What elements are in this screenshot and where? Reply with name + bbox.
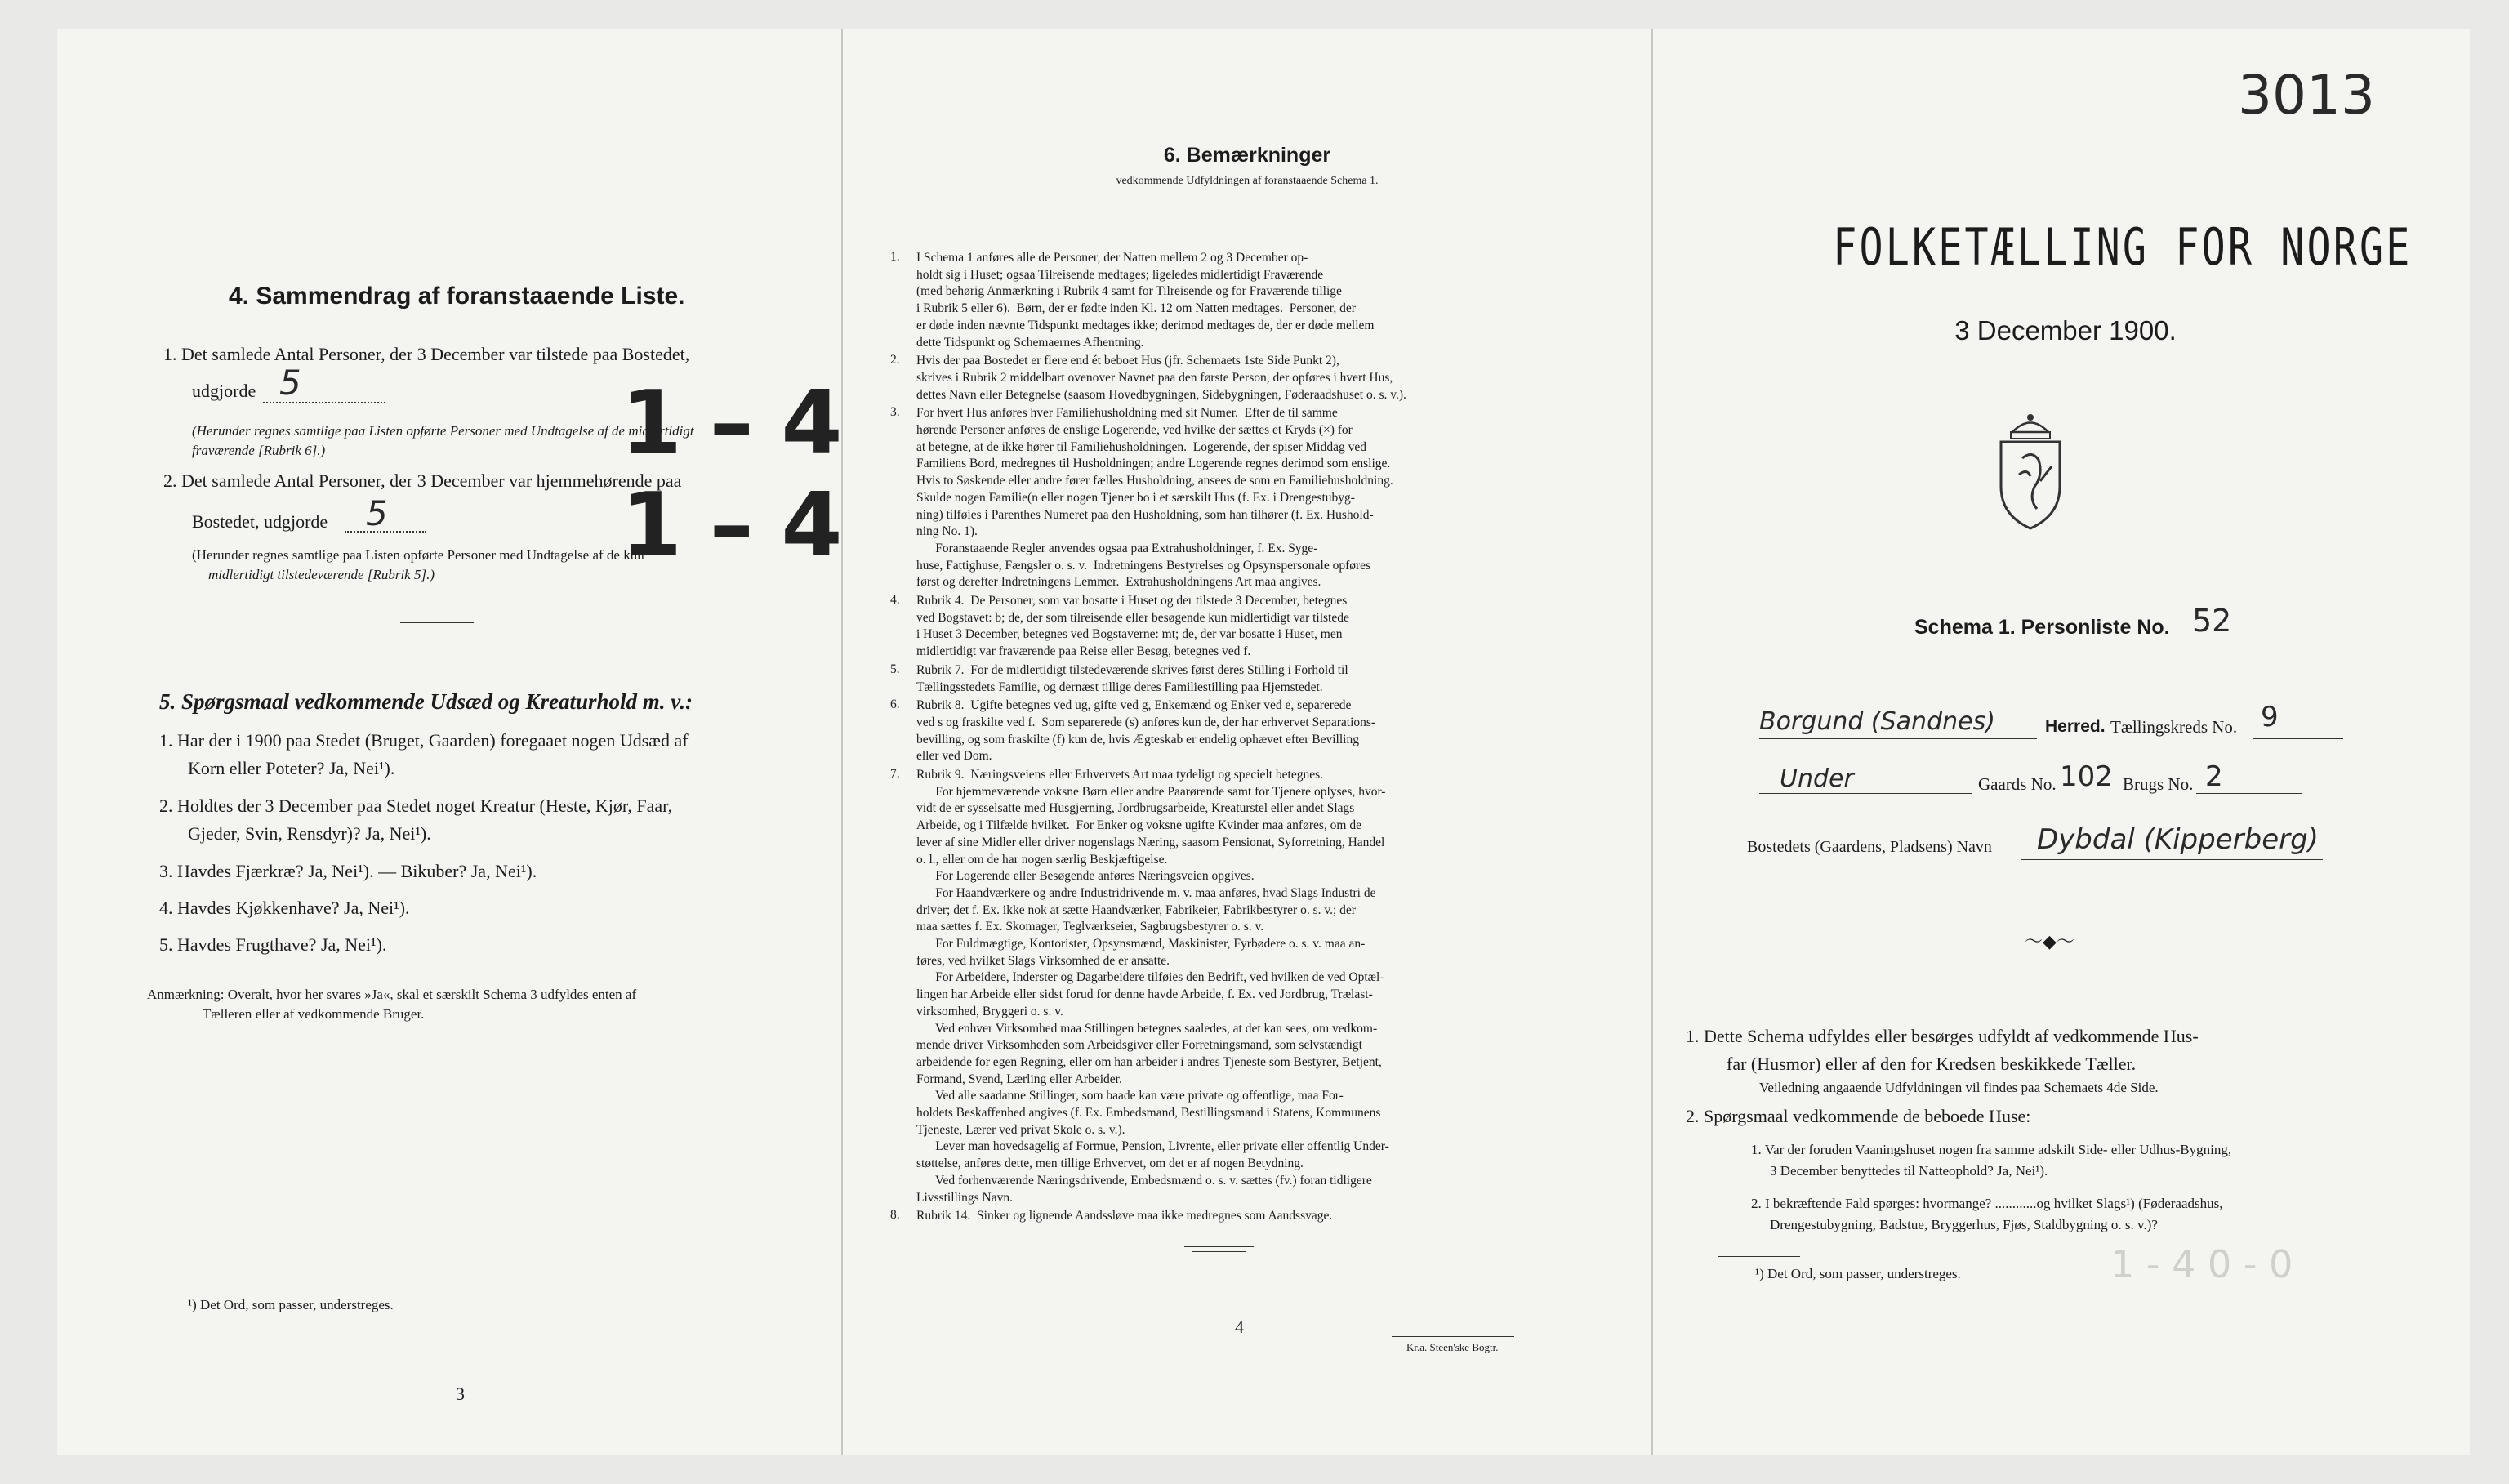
remark-line: eller ved Dom.: [916, 749, 992, 764]
remark-number: 2.: [890, 353, 900, 368]
remark-number: 1.: [890, 250, 900, 264]
kreds-value: 9: [2261, 701, 2279, 733]
remark-line: Hvis to Søskende eller andre fører fælles Husholdning, ansees de som en Familiehusholdning.: [916, 474, 1393, 488]
remark-line: For Haandværkere og andre Industridrivende m. v. maa anføres, hvad Slags Industri de: [916, 885, 1376, 900]
remarks-title: 6. Bemærkninger: [1163, 144, 1331, 167]
remark-line: holdt sig i Huset; ogsaa Tilreisende medtages; ligeledes midlertidigt Fraværende: [916, 267, 1324, 282]
q1-value: 5: [279, 363, 301, 403]
remark-line: støttelse, anføres dette, men tillige Erhvervet, om det er af nogen Betydning.: [916, 1156, 1304, 1171]
bosted-value: Dybdal (Kipperberg): [2037, 823, 2319, 856]
kreds-label: Tællingskreds No.: [2110, 717, 2238, 737]
remark-line: Ved enhver Virksomhed maa Stillingen betegnes saaledes, at det kan sees, om vedkom-: [916, 1021, 1378, 1036]
q1-line1: 1. Det samlede Antal Personer, der 3 December var tilstede paa Bostedet,: [163, 344, 690, 364]
footnote-rule: [1718, 1256, 1800, 1257]
remark-line: bevilling, og som fraskilte (f) kun de, hvis Ægteskab er endelig ophævet efter Bevilling: [916, 732, 1359, 746]
remark-number: 6.: [890, 697, 900, 712]
remark-line: Rubrik 4. De Personer, som var bosatte i Huset og der tilstede 3 December, betegnes: [916, 594, 1348, 608]
remark-line: Foranstaaende Regler anvendes ogsaa paa Extrahusholdninger, f. Ex. Syge-: [916, 541, 1318, 555]
q2-note2: midlertidigt tilstedeværende [Rubrik 5].): [208, 567, 435, 582]
brugs-label: Brugs No.: [2123, 774, 2194, 794]
form-date: 3 December 1900.: [1954, 315, 2177, 345]
q2-line1: 2. Det samlede Antal Personer, der 3 December var hjemmehørende paa: [163, 470, 682, 491]
remark-number: 4.: [890, 593, 900, 607]
personliste-number: 52: [2192, 603, 2232, 639]
item2-2-line2: Drengestubygning, Badstue, Bryggerhus, Fjøs, Staldbygning o. s. v.)?: [1770, 1217, 2158, 1232]
brugs-line: [2196, 793, 2302, 794]
remarks-subtitle: vedkommende Udfyldningen af foranstaaende Schema 1.: [1116, 175, 1379, 187]
remark-number: 3.: [890, 405, 900, 420]
remark-line: ning No. 1).: [916, 524, 978, 539]
remark-line: føres, ved hvilket Slags Virksomhed de er ansatte.: [916, 953, 1170, 968]
printer-mark: Kr.a. Steen'ske Bogtr.: [1406, 1341, 1499, 1353]
section4-title: 4. Sammendrag af foranstaaende Liste.: [229, 283, 685, 310]
handwritten-range-1: 1 – 4: [621, 372, 841, 475]
right-page: [1653, 29, 2470, 1455]
remark-line: maa sættes f. Ex. Skomager, Teglværkseier, Sagbrugsbestyrer o. s. v.: [916, 920, 1264, 934]
printer-rule: [1392, 1336, 1514, 1337]
remark-line: Ved alle saadanne Stillinger, som baade kan være private og offentlige, maa For-: [916, 1089, 1344, 1103]
middle-page: [843, 29, 1651, 1455]
remark-number: 5.: [890, 662, 900, 676]
remark-line: For Fuldmægtige, Kontorister, Opsynsmænd, Maskinister, Fyrbødere o. s. v. maa an-: [916, 937, 1366, 951]
s5-q4: 4. Havdes Kjøkkenhave? Ja, Nei¹).: [159, 898, 410, 918]
q2-line2-prefix: Bostedet, udgjorde: [192, 511, 328, 532]
item1-line1: 1. Dette Schema udfyldes eller besørges udfyldt af vedkommende Hus-: [1686, 1026, 2199, 1046]
remark-line: For Arbeidere, Inderster og Dagarbeidere tilføies den Bedrift, ved hvilken de ved Optæl-: [916, 970, 1384, 985]
remark-line: Ved forhenværende Næringsdrivende, Embedsmænd o. s. v. sættes (fv.) foran tidligere: [916, 1173, 1372, 1188]
q1-note2: fraværende [Rubrik 6].): [192, 443, 326, 458]
remark-number: 7.: [890, 767, 900, 781]
page-number: 4: [1235, 1317, 1244, 1337]
remark-number: 8.: [890, 1208, 900, 1223]
remark-line: mende driver Virksomheden som Arbeidsgiver eller Forretningsmand, som selvstændigt: [916, 1038, 1362, 1053]
remark-line: huse, Fattighuse, Fængsler o. s. v. Indretningens Bestyrelses og Opsynspersonale opføres: [916, 558, 1371, 573]
remark-line: Livsstillings Navn.: [916, 1190, 1013, 1205]
remark-line: at betegne, at de ikke hører til Familiehusholdningen. Logerende, der spiser Middag ved: [916, 439, 1366, 454]
remark-line: Rubrik 8. Ugifte betegnes ved ug, gifte ved g, Enkemænd og Enker ved e, separerede: [916, 698, 1352, 713]
remark-line: ved s og fraskilte ved f. Som separerede (s) anføres kun de, der har erhvervet Separations-: [916, 715, 1376, 729]
remark-line: ved Bogstavet: b; de, der som tilreisende eller besøgende kun midlertidigt var tilstede: [916, 610, 1349, 625]
anmaerkning-line2: Tælleren eller af vedkommende Bruger.: [203, 1006, 425, 1022]
bosted-label: Bostedets (Gaardens, Pladsens) Navn: [1747, 838, 1992, 856]
q2-value: 5: [366, 493, 388, 533]
remark-line: (med behørig Anmærkning i Rubrik 4 samt for Tilreisende og for Fraværende tillige: [916, 284, 1342, 299]
remark-line: ning) tilføies i Parenthes Numeret paa den Husholdning, som han tilhører (f. Ex. Hushold-: [916, 507, 1374, 522]
q1-note1: (Herunder regnes samtlige paa Listen opførte Personer med Undtagelse af de midlertidigt: [192, 423, 694, 439]
remark-line: holdets Beskaffenhed angives (f. Ex. Embedsmand, Bestillingsmand i Statens, Kommunens: [916, 1106, 1381, 1120]
remark-line: Tjeneste, Lærer ved privat Skole o. s. v.).: [916, 1122, 1125, 1137]
archive-number: 3013: [2238, 64, 2375, 127]
s5-q1-a: 1. Har der i 1900 paa Stedet (Bruget, Gaarden) foregaaet nogen Udsæd af: [159, 730, 689, 751]
remark-line: i Rubrik 5 eller 6). Børn, der er fødte inden Kl. 12 om Natten medtages. Personer, der: [916, 301, 1356, 316]
gaard-name-line: [1759, 793, 1972, 794]
divider: [400, 622, 474, 623]
gaard-hand: Under: [1780, 764, 1854, 793]
s5-q5: 5. Havdes Frugthave? Ja, Nei¹).: [159, 934, 387, 955]
handwritten-range-2: 1 – 4: [621, 475, 841, 577]
page-number: 3: [456, 1384, 465, 1404]
remark-line: driver; det f. Ex. ikke nok at sætte Haandværker, Fabrikeier, Fabrikbestyrer o. s. v.; der: [916, 902, 1356, 917]
remark-line: Rubrik 14. Sinker og lignende Aandssløve maa ikke medregnes som Aandssvage.: [916, 1209, 1333, 1223]
item1-line3: Veiledning angaaende Udfyldningen vil findes paa Schemaets 4de Side.: [1759, 1080, 2159, 1095]
end-rule-2: [1192, 1251, 1246, 1252]
remark-line: vidt de er sysselsatte med Husgjerning, Jordbrugsarbeide, Kreaturstel eller andet Slags: [916, 801, 1355, 816]
bosted-line: [2021, 859, 2323, 860]
remark-line: hørende Personer anføres de enslige Logerende, ved hvilke der sættes et Kryds (×) for: [916, 423, 1353, 437]
remark-line: Rubrik 7. For de midlertidigt tilstedeværende skrives først deres Stilling i Forhold til: [916, 662, 1348, 677]
remark-line: arbeidende for egen Regning, eller om han arbeider i andres Tjeneste som Bestyrer, Betjent,: [916, 1054, 1382, 1069]
herred-value: Borgund (Sandnes): [1759, 707, 1995, 736]
anmaerkning-line1: Anmærkning: Overalt, hvor her svares »Ja«, skal et særskilt Schema 3 udfyldes enten af: [147, 987, 637, 1002]
q1-line2-prefix: udgjorde: [192, 381, 256, 401]
remark-line: Arbeide, og i Tilfælde hvilket. For Enker og voksne ugifte Kvinder maa anføres, om de: [916, 818, 1361, 833]
end-rule: [1184, 1246, 1254, 1247]
s5-q2-b: Gjeder, Svin, Rensdyr)? Ja, Nei¹).: [188, 823, 431, 844]
item2-2-line1: 2. I bekræftende Fald spørges: hvormange? ............og hvilket Slags¹) (Føderaadshus,: [1751, 1196, 2223, 1211]
remark-line: først og derefter Indretningens Lemmer. Extrahusholdningens Art maa angives.: [916, 575, 1321, 590]
herred-line: [1759, 738, 2037, 739]
remark-line: i Huset 3 December, betegnes ved Bogstaverne: mt; de, der var bosatte i Huset, men: [916, 627, 1343, 642]
item2-1-line1: 1. Var der foruden Vaaningshuset nogen fra samme adskilt Side- eller Udhus-Bygning,: [1751, 1142, 2232, 1157]
remark-line: midlertidigt var fraværende paa Reise eller Besøg, betegnes ved f.: [916, 644, 1251, 659]
footnote: ¹) Det Ord, som passer, understreges.: [1755, 1266, 1961, 1281]
norway-coat-of-arms-icon: [1990, 409, 2071, 532]
remark-line: lever af sine Midler eller driver nogenslags Næring, saasom Pensionat, Syforretning, Handel: [916, 835, 1385, 849]
brugs-number: 2: [2205, 760, 2223, 793]
remark-line: virksomhed, Bryggeri o. s. v.: [916, 1004, 1063, 1018]
s5-q2-a: 2. Holdtes der 3 December paa Stedet noget Kreatur (Heste, Kjør, Faar,: [159, 795, 673, 816]
remark-line: dettes Navn eller Betegnelse (saasom Hovedbygningen, Sidebygningen, Føderaadshuset o. s. v.).: [916, 387, 1406, 402]
remark-line: I Schema 1 anføres alle de Personer, der Natten mellem 2 og 3 December op-: [916, 251, 1308, 265]
remark-line: dette Tidspunkt og Schemaernes Afhentning.: [916, 335, 1144, 350]
remark-line: Lever man hovedsagelig af Formue, Pension, Livrente, eller private eller offentlig Under-: [916, 1139, 1389, 1154]
item2-1-line2: 3 December benyttedes til Natteophold? Ja, Nei¹).: [1770, 1163, 2048, 1179]
remark-line: Hvis der paa Bostedet er flere end ét beboet Hus (jfr. Schemaets 1ste Side Punkt 2),: [916, 354, 1339, 368]
remark-line: skrives i Rubrik 2 middelbart ovenover Navnet paa den første Person, der opføres i hvert Hus,: [916, 370, 1393, 385]
remark-line: Formand, Svend, Lærling eller Arbeider.: [916, 1072, 1122, 1086]
s5-q3: 3. Havdes Fjærkræ? Ja, Nei¹). — Bikuber? Ja, Nei¹).: [159, 861, 537, 881]
remark-line: Tællingsstedets Familie, og dernæst tillige deres Familiestilling paa Hjemstedet.: [916, 680, 1323, 694]
remark-line: For hjemmeværende voksne Børn eller andre Paarørende samt for Tjenere oplyses, hvor-: [916, 784, 1386, 799]
gaard-label: Gaards No.: [1978, 774, 2057, 794]
s5-q1-b: Korn eller Poteter? Ja, Nei¹).: [188, 758, 395, 778]
kreds-line: [2253, 738, 2343, 739]
section5-title: 5. Spørgsmaal vedkommende Udsæd og Kreaturhold m. v.:: [159, 689, 693, 714]
item1-line2: far (Husmor) eller af den for Kredsen beskikkede Tæller.: [1727, 1054, 2137, 1074]
remark-line: For hvert Hus anføres hver Familiehusholdning med sit Numer. Efter de til samme: [916, 406, 1338, 421]
form-title: FOLKETÆLLING FOR NORGE: [1833, 217, 2413, 277]
q2-note1: (Herunder regnes samtlige paa Listen opførte Personer med Undtagelse af de kun: [192, 547, 644, 563]
faint-bleed-number: 1 - 4 0 - 0: [2110, 1242, 2293, 1286]
gaard-number: 102: [2060, 760, 2113, 793]
remark-line: o. l., eller om de har nogen særlig Beskjæftigelse.: [916, 852, 1168, 867]
schema-label: Schema 1. Personliste No.: [1914, 616, 2170, 639]
footnote: ¹) Det Ord, som passer, understreges.: [188, 1297, 394, 1312]
remark-line: Familiens Bord, medregnes til Husholdningen; andre Logerende regnes derimod som enslige.: [916, 457, 1391, 471]
remark-line: Rubrik 9. Næringsveiens eller Erhvervets Art maa tydeligt og specielt betegnes.: [916, 768, 1324, 782]
remark-line: Skulde nogen Familie(n eller nogen Tjener bo i et særskilt Hus (f. Ex. i Drengestubyg-: [916, 490, 1355, 505]
left-page: [57, 29, 841, 1455]
remark-line: For Logerende eller Besøgende anføres Næringsveien opgives.: [916, 869, 1254, 884]
ornament: 〜◆〜: [2025, 931, 2074, 951]
herred-label: Herred.: [2045, 717, 2106, 736]
remark-line: er døde inden nævnte Tidspunkt medtages ikke; derimod medtages de, der er døde mellem: [916, 318, 1375, 332]
item2-title: 2. Spørgsmaal vedkommende de beboede Huse:: [1686, 1106, 2031, 1126]
remark-line: lingen har Arbeide eller sidst forud for denne havde Arbeide, f. Ex. ved Jordbrug, Trælast-: [916, 987, 1373, 1002]
